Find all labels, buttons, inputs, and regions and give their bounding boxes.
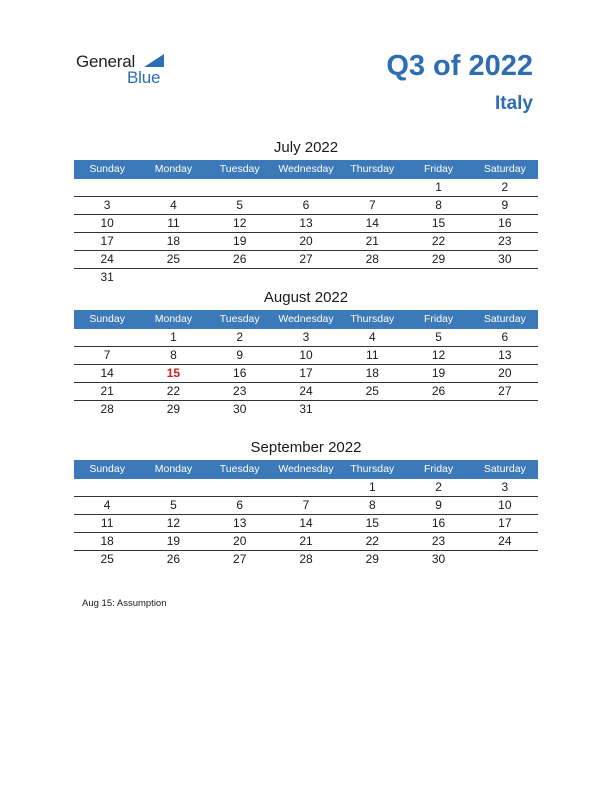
day-cell: 25 <box>166 252 181 266</box>
week-row <box>74 551 538 568</box>
day-cell: 8 <box>368 498 376 512</box>
month-title: September 2022 <box>250 439 362 456</box>
day-cell: 4 <box>103 498 111 512</box>
day-cell: 23 <box>233 384 247 398</box>
weekday-header-row <box>74 460 538 479</box>
day-cell: 19 <box>431 366 446 380</box>
day-cell: 17 <box>100 234 114 248</box>
day-cell: 9 <box>236 348 244 362</box>
day-cell: 30 <box>498 252 512 266</box>
day-cell: 30 <box>431 552 446 566</box>
day-cell: 2 <box>435 480 442 494</box>
day-cell: 31 <box>100 270 114 284</box>
day-cell: 7 <box>103 348 111 362</box>
week-row <box>74 533 538 551</box>
weekday-label: Tuesday <box>219 313 260 325</box>
day-cell <box>405 401 471 418</box>
day-cell: 9 <box>435 498 442 512</box>
day-cell: 12 <box>233 216 247 230</box>
day-cell: 8 <box>435 198 442 212</box>
week-row <box>74 479 538 497</box>
day-cell <box>273 179 339 196</box>
day-cell: 20 <box>299 234 313 248</box>
day-cell: 13 <box>498 348 512 362</box>
day-cell: 15 <box>365 516 379 530</box>
day-cell <box>140 479 206 496</box>
day-cell: 12 <box>431 348 446 362</box>
country-subtitle: Italy <box>494 93 533 114</box>
day-cell: 26 <box>233 252 247 266</box>
weekday-label: Saturday <box>483 313 526 325</box>
weekday-label: Friday <box>423 313 454 325</box>
day-cell: 16 <box>431 516 446 530</box>
weekday-label: Monday <box>154 313 193 325</box>
day-cell: 26 <box>166 552 181 566</box>
day-cell: 13 <box>233 516 247 530</box>
month-calendar-august <box>74 287 538 418</box>
day-cell: 17 <box>498 516 512 530</box>
day-cell: 24 <box>100 252 114 266</box>
week-row <box>74 329 538 347</box>
weekday-label: Wednesday <box>278 313 334 325</box>
day-cell: 31 <box>299 402 313 416</box>
day-cell: 12 <box>166 516 181 530</box>
month-title: July 2022 <box>273 139 339 156</box>
day-cell <box>405 269 471 286</box>
day-cell <box>140 269 206 286</box>
week-row <box>74 347 538 365</box>
day-cell: 11 <box>100 516 114 530</box>
day-cell <box>207 269 273 286</box>
day-cell: 20 <box>233 534 247 548</box>
weekday-label: Tuesday <box>219 463 260 475</box>
weekday-header-row <box>74 160 538 179</box>
day-cell: 21 <box>365 234 379 248</box>
brand-name-general: General <box>76 52 136 71</box>
day-cell <box>74 329 140 346</box>
day-cell: 24 <box>299 384 313 398</box>
day-cell: 19 <box>166 534 181 548</box>
day-cell: 27 <box>299 252 313 266</box>
day-cell: 5 <box>236 198 244 212</box>
day-cell: 16 <box>233 366 247 380</box>
holiday-note: Aug 15: Assumption <box>82 598 167 609</box>
weekday-label: Friday <box>423 163 454 175</box>
week-row <box>74 233 538 251</box>
day-cell: 10 <box>299 348 313 362</box>
day-cell: 26 <box>431 384 446 398</box>
day-cell: 2 <box>501 180 509 194</box>
day-cell: 3 <box>103 198 111 212</box>
weekday-label: Sunday <box>89 163 125 175</box>
day-cell: 5 <box>435 330 442 344</box>
week-row <box>74 251 538 269</box>
day-cell: 10 <box>100 216 114 230</box>
day-cell: 18 <box>166 234 181 248</box>
day-cell: 19 <box>233 234 247 248</box>
day-cell <box>273 479 339 496</box>
day-cell: 8 <box>170 348 177 362</box>
weekday-label: Tuesday <box>219 163 260 175</box>
week-row <box>74 383 538 401</box>
week-row <box>74 515 538 533</box>
day-cell: 14 <box>100 366 114 380</box>
day-cell: 15 <box>431 216 446 230</box>
day-cell: 28 <box>365 252 379 266</box>
day-cell: 25 <box>100 552 114 566</box>
day-cell: 4 <box>368 330 376 344</box>
weekday-label: Sunday <box>89 463 125 475</box>
day-cell: 21 <box>299 534 313 548</box>
weekday-label: Monday <box>154 163 193 175</box>
week-row <box>74 215 538 233</box>
day-cell: 4 <box>170 198 177 212</box>
day-cell: 11 <box>167 216 180 230</box>
day-cell: 14 <box>299 516 313 530</box>
day-cell: 17 <box>299 366 313 380</box>
day-cell: 5 <box>170 498 177 512</box>
day-cell: 9 <box>501 198 509 212</box>
weekday-label: Saturday <box>483 463 526 475</box>
day-cell: 29 <box>431 252 446 266</box>
day-cell: 6 <box>501 330 509 344</box>
week-row <box>74 269 538 286</box>
day-cell <box>472 269 538 286</box>
day-cell: 7 <box>368 198 376 212</box>
day-cell <box>140 179 206 196</box>
day-cell: 6 <box>302 198 310 212</box>
day-cell: 2 <box>236 330 244 344</box>
day-cell: 22 <box>365 534 379 548</box>
weekday-label: Sunday <box>89 313 125 325</box>
day-cell: 18 <box>100 534 114 548</box>
weekday-label: Friday <box>423 463 454 475</box>
day-cell <box>207 179 273 196</box>
day-cell: 22 <box>166 384 181 398</box>
day-cell <box>207 479 273 496</box>
day-cell: 22 <box>431 234 446 248</box>
day-cell: 27 <box>498 384 512 398</box>
weekday-label: Thursday <box>350 313 395 325</box>
day-cell: 3 <box>302 330 310 344</box>
day-cell: 11 <box>366 348 379 362</box>
day-cell: 30 <box>233 402 247 416</box>
day-cell: 13 <box>299 216 313 230</box>
day-cell <box>74 479 140 496</box>
holiday-day-cell: 15 <box>166 366 181 380</box>
day-cell: 23 <box>498 234 512 248</box>
day-cell: 29 <box>365 552 379 566</box>
day-cell: 28 <box>299 552 313 566</box>
weekday-label: Saturday <box>483 163 526 175</box>
weekday-header-row <box>74 310 538 329</box>
week-row <box>74 401 538 418</box>
day-cell: 7 <box>302 498 310 512</box>
brand-logo <box>76 52 176 88</box>
day-cell <box>339 179 405 196</box>
day-cell: 20 <box>498 366 512 380</box>
day-cell: 1 <box>368 480 376 494</box>
day-cell: 16 <box>498 216 512 230</box>
day-cell: 3 <box>501 480 509 494</box>
day-cell: 27 <box>233 552 247 566</box>
day-cell: 21 <box>100 384 114 398</box>
week-row <box>74 497 538 515</box>
day-cell <box>472 551 538 568</box>
weekday-label: Thursday <box>350 163 395 175</box>
week-row <box>74 365 538 383</box>
month-title: August 2022 <box>263 289 349 306</box>
day-cell: 6 <box>236 498 244 512</box>
weekday-label: Wednesday <box>278 463 334 475</box>
day-cell: 28 <box>100 402 114 416</box>
weekday-label: Monday <box>154 463 193 475</box>
day-cell <box>339 401 405 418</box>
day-cell: 23 <box>431 534 446 548</box>
week-row <box>74 197 538 215</box>
day-cell: 29 <box>166 402 181 416</box>
brand-name-blue: Blue <box>127 68 161 87</box>
weekday-label: Thursday <box>350 463 395 475</box>
brand-triangle-icon <box>144 54 164 67</box>
day-cell: 1 <box>170 330 177 344</box>
day-cell: 25 <box>365 384 379 398</box>
day-cell: 18 <box>365 366 379 380</box>
day-cell <box>472 401 538 418</box>
day-cell <box>74 179 140 196</box>
day-cell <box>339 269 405 286</box>
day-cell <box>273 269 339 286</box>
page-title: Q3 of 2022 <box>386 50 533 82</box>
day-cell: 1 <box>435 180 442 194</box>
month-calendar-july <box>74 137 538 286</box>
day-cell: 14 <box>365 216 379 230</box>
week-row <box>74 179 538 197</box>
day-cell: 10 <box>498 498 512 512</box>
day-cell: 24 <box>498 534 512 548</box>
month-calendar-september <box>74 437 538 568</box>
weekday-label: Wednesday <box>278 163 334 175</box>
